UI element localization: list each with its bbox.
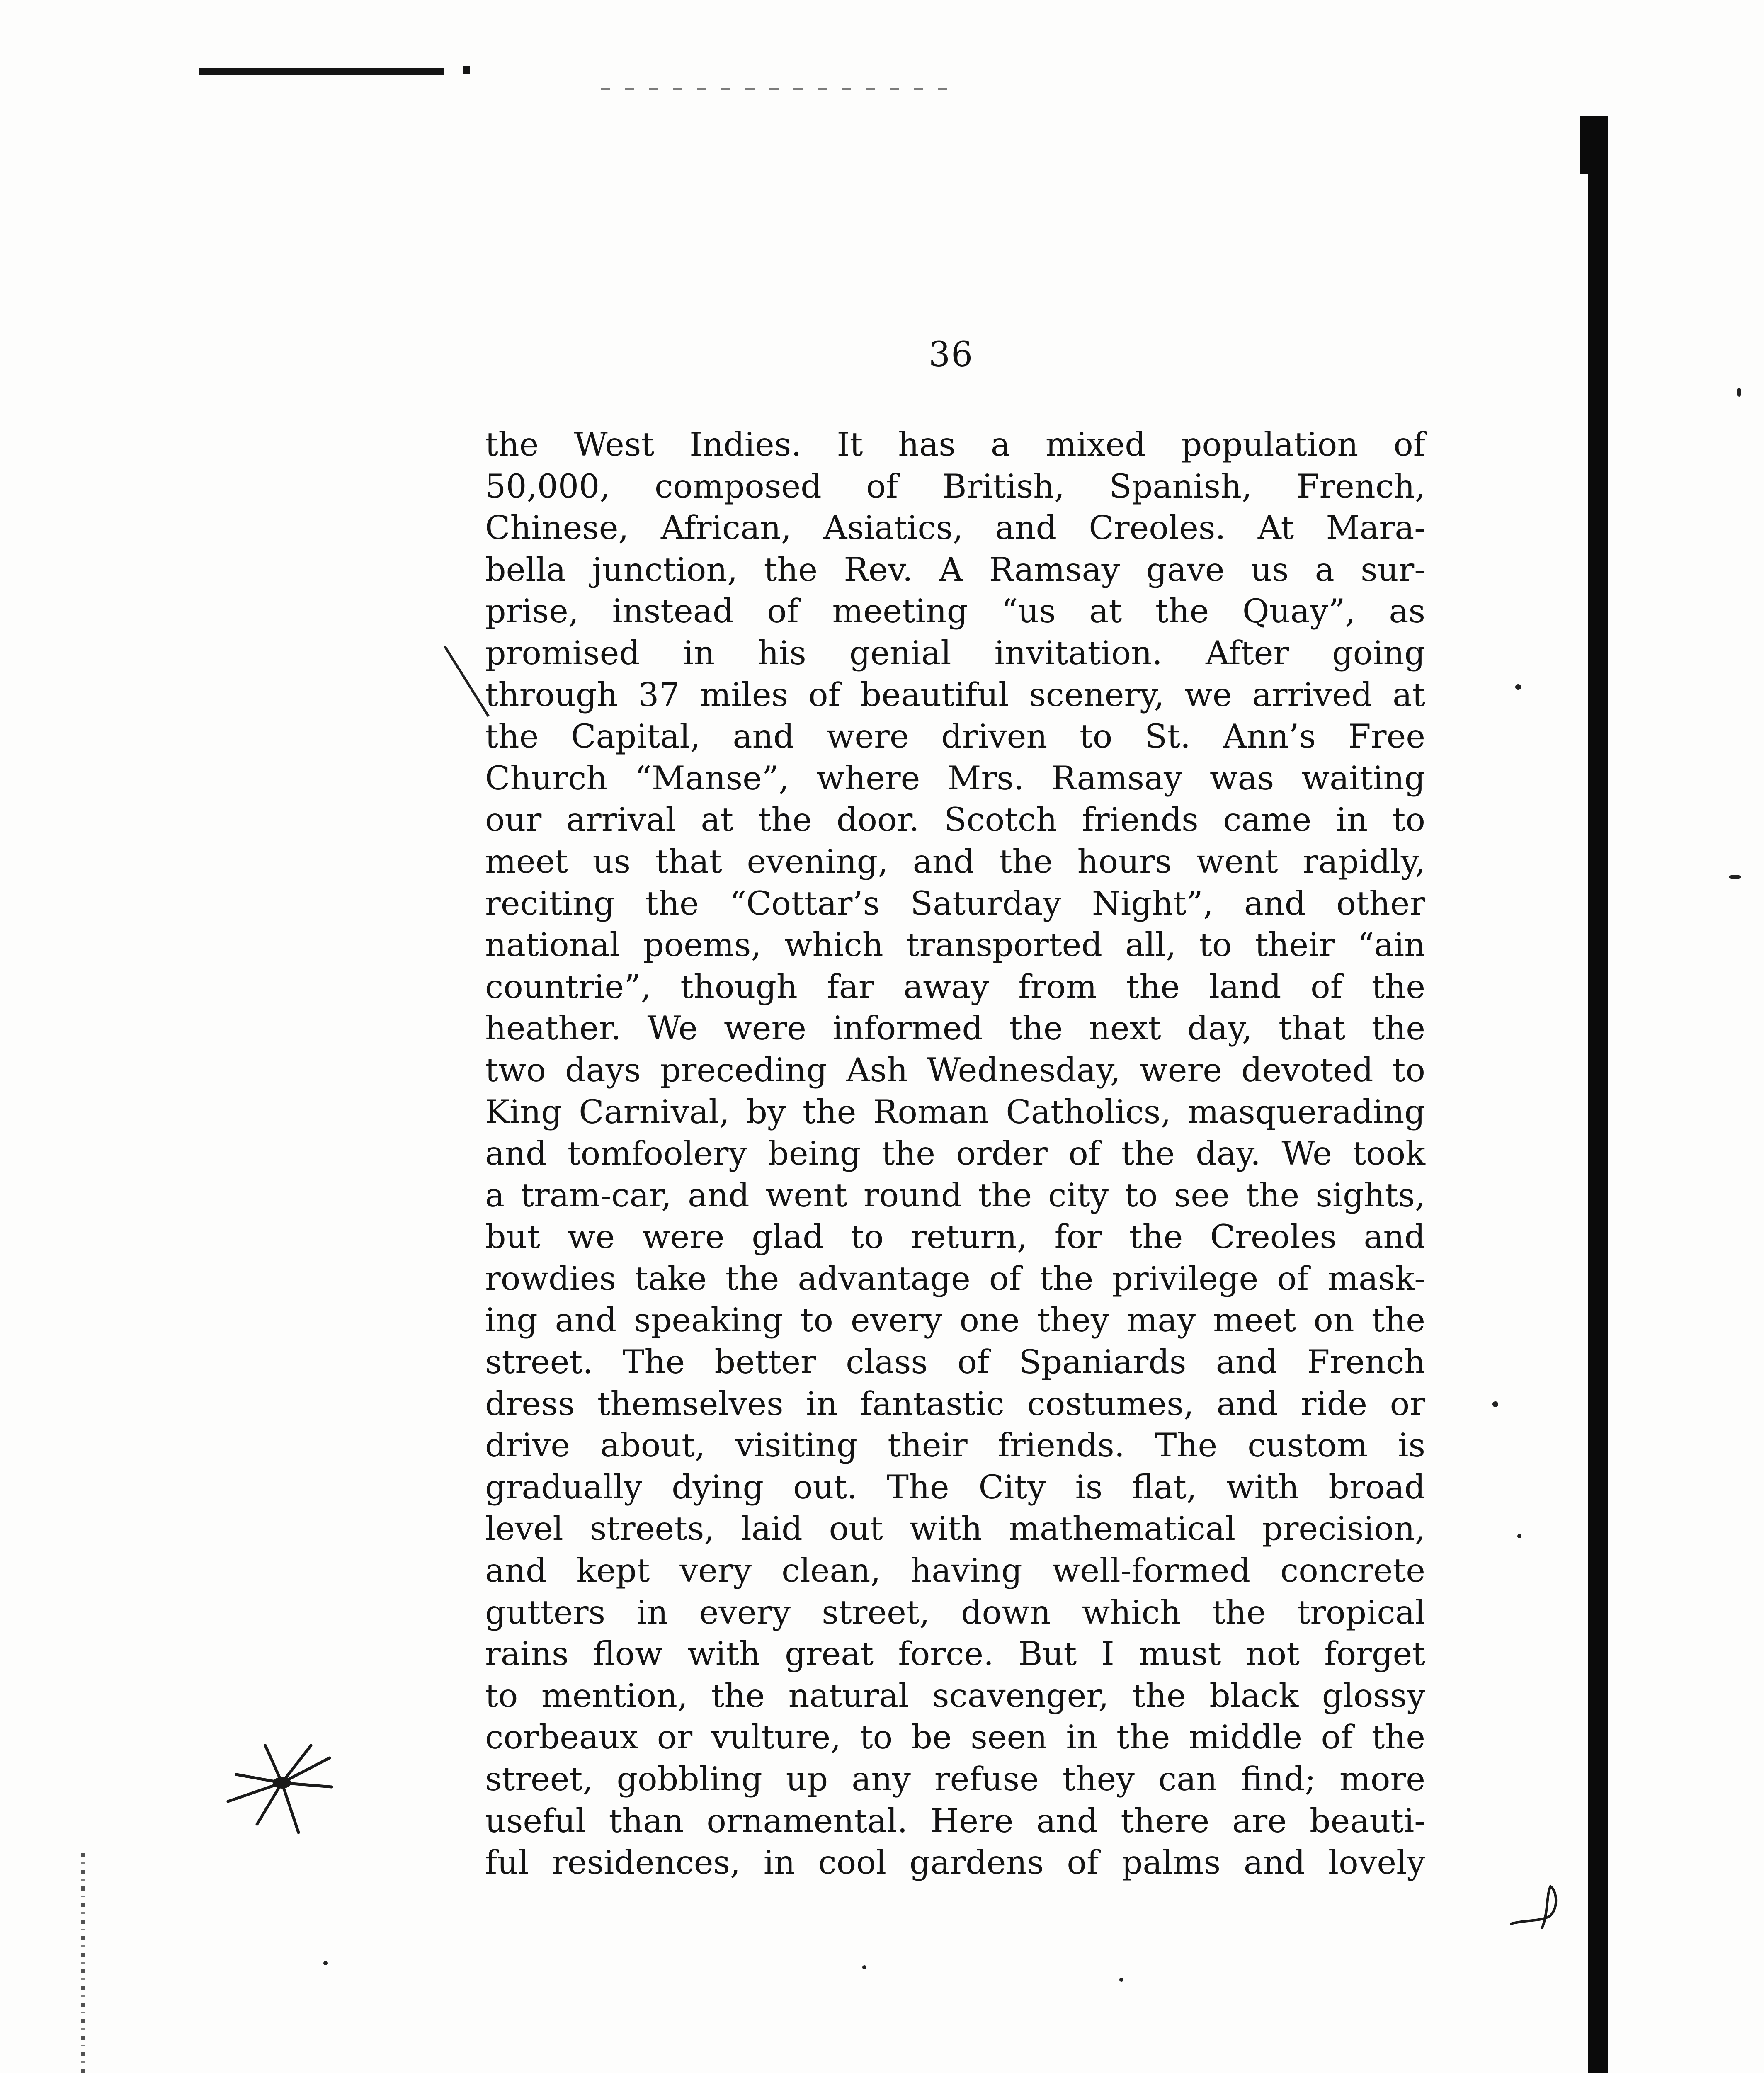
text-line: gradually dying out. The City is flat, with broad bbox=[485, 1468, 1425, 1506]
text-line: through 37 miles of beautiful scenery, we arrived at bbox=[485, 675, 1425, 714]
text-line: bella junction, the Rev. A Ramsay gave us a sur- bbox=[485, 550, 1425, 589]
text-line: gutters in every street, down which the tropical bbox=[485, 1593, 1425, 1631]
text-line: drive about, visiting their friends. The custom is bbox=[485, 1426, 1425, 1465]
scan-speck bbox=[323, 1961, 328, 1965]
body-text bbox=[485, 424, 1425, 1884]
margin-pencil-mark bbox=[444, 646, 490, 717]
margin-scribble-mark bbox=[1509, 1878, 1567, 1936]
scan-top-rule bbox=[199, 68, 444, 75]
text-line: but we were glad to return, for the Creoles and bbox=[485, 1218, 1425, 1256]
scan-speck bbox=[463, 66, 470, 74]
text-line: two days preceding Ash Wednesday, were devoted to bbox=[485, 1051, 1425, 1089]
text-line: level streets, laid out with mathematical precision, bbox=[485, 1510, 1425, 1548]
text-line: street, gobbling up any refuse they can find; more bbox=[485, 1760, 1425, 1798]
scan-speck bbox=[1729, 875, 1741, 879]
scan-speck bbox=[1492, 1401, 1498, 1407]
scan-speck bbox=[1515, 684, 1521, 690]
text-line: the Capital, and were driven to St. Ann’s Free bbox=[485, 717, 1425, 756]
text-line: reciting the “Cottar’s Saturday Night”, and other bbox=[485, 884, 1425, 922]
text-line: street. The better class of Spaniards and French bbox=[485, 1343, 1425, 1381]
text-line: useful than ornamental. Here and there are beauti- bbox=[485, 1801, 1425, 1840]
text-line: our arrival at the door. Scotch friends came in to bbox=[485, 801, 1425, 839]
text-line: heather. We were informed the next day, that the bbox=[485, 1009, 1425, 1048]
text-line: meet us that evening, and the hours went rapidly, bbox=[485, 842, 1425, 881]
text-line: the West Indies. It has a mixed population of bbox=[485, 425, 1425, 464]
text-line: rowdies take the advantage of the privilege of mask- bbox=[485, 1259, 1425, 1298]
text-line: promised in his genial invitation. After going bbox=[485, 634, 1425, 672]
scan-dash-artifact bbox=[601, 88, 958, 90]
text-line: and kept very clean, having well-formed concrete bbox=[485, 1551, 1425, 1590]
scan-binding-specks bbox=[81, 1853, 85, 2073]
text-line: ful residences, in cool gardens of palms and lovely bbox=[485, 1843, 1425, 1882]
text-line: prise, instead of meeting “us at the Quay”, as bbox=[485, 592, 1425, 631]
text-line: countrie”, though far away from the land of the bbox=[485, 967, 1425, 1006]
text-line: rains flow with great force. But I must not forget bbox=[485, 1635, 1425, 1673]
spider-speck-icon bbox=[220, 1729, 344, 1837]
text-line: to mention, the natural scavenger, the black glossy bbox=[485, 1676, 1425, 1715]
text-line: King Carnival, by the Roman Catholics, masquerading bbox=[485, 1092, 1425, 1131]
text-line: dress themselves in fantastic costumes, and ride or bbox=[485, 1384, 1425, 1423]
text-line: ing and speaking to every one they may meet on the bbox=[485, 1301, 1425, 1340]
text-line: national poems, which transported all, to their “ain bbox=[485, 926, 1425, 964]
scan-speck bbox=[1737, 388, 1741, 397]
scan-edge-shadow bbox=[1588, 116, 1608, 2073]
text-line: a tram-car, and went round the city to see the sights, bbox=[485, 1176, 1425, 1214]
text-line: 50,000, composed of British, Spanish, French, bbox=[485, 467, 1425, 505]
scan-speck bbox=[1119, 1978, 1123, 1982]
text-line: corbeaux or vulture, to be seen in the middle of the bbox=[485, 1718, 1425, 1757]
text-line: Church “Manse”, where Mrs. Ramsay was waiting bbox=[485, 759, 1425, 797]
text-line: Chinese, African, Asiatics, and Creoles. At Mara- bbox=[485, 509, 1425, 547]
scan-speck bbox=[1517, 1534, 1521, 1538]
scan-speck bbox=[862, 1965, 866, 1969]
page-number: 36 bbox=[929, 335, 974, 374]
text-line: and tomfoolery being the order of the day. We took bbox=[485, 1134, 1425, 1173]
